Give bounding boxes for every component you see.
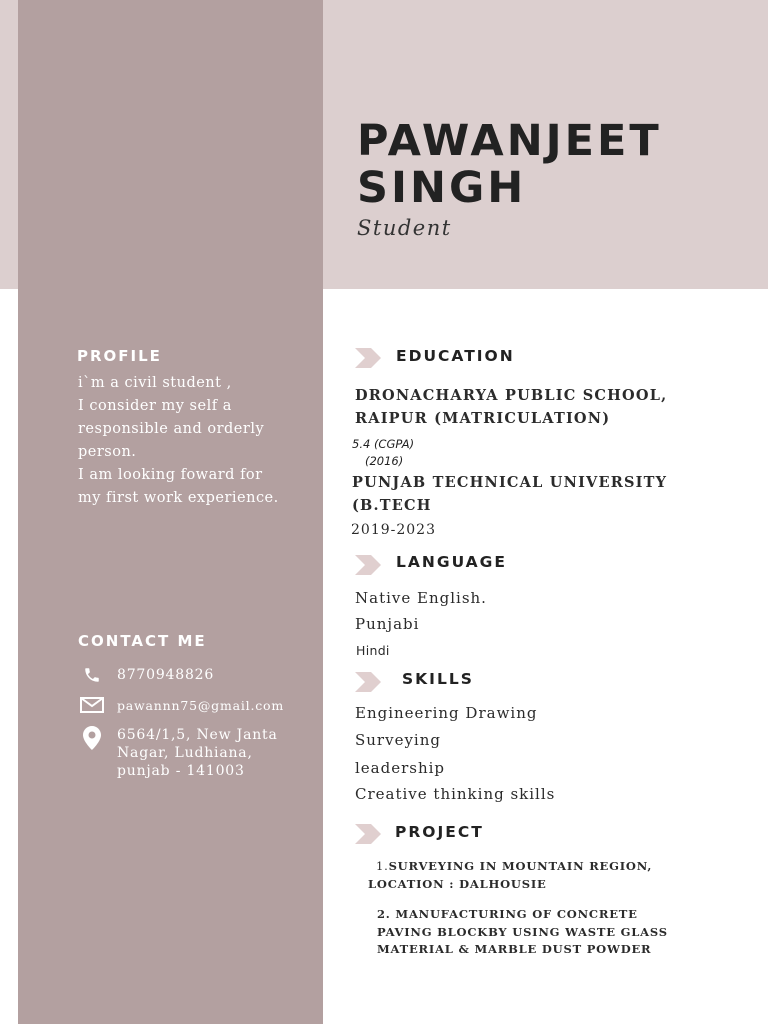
contact-phone-row	[80, 666, 214, 686]
education-heading: EDUCATION	[396, 347, 515, 365]
contact-heading: CONTACT ME	[78, 632, 207, 650]
contact-email-row	[80, 697, 284, 717]
language-heading: LANGUAGE	[396, 553, 507, 571]
profile-heading: PROFILE	[77, 347, 162, 365]
sidebar-panel	[18, 0, 323, 1024]
project-item-1-location: LOCATION : DALHOUSIE	[368, 876, 547, 891]
language-item: Punjabi	[355, 615, 420, 633]
skill-item: leadership	[355, 759, 446, 777]
education-school-2-years: 2019-2023	[351, 522, 436, 538]
project-chevron-icon	[355, 824, 381, 844]
project-item-2: 2. MANUFACTURING OF CONCRETE PAVING BLOCKBY USING WASTE GLASS MATERIAL & MARBLE DUST POWDER	[377, 907, 668, 956]
skill-item: Engineering Drawing	[355, 704, 538, 722]
location-pin-icon	[80, 726, 104, 750]
language-chevron-icon	[355, 555, 381, 575]
education-chevron-icon	[355, 348, 381, 368]
language-item: Hindi	[356, 643, 390, 658]
project-heading: PROJECT	[395, 823, 484, 841]
project-item-1	[368, 858, 668, 893]
contact-email[interactable]: pawannn75@gmail.com	[117, 698, 285, 713]
education-school-1: DRONACHARYA PUBLIC SCHOOL, RAIPUR (MATRICULATION)	[355, 387, 668, 427]
contact-address: 6564/1,5, New Janta Nagar, Ludhiana, punjab - 141003	[117, 727, 278, 779]
phone-icon	[80, 666, 104, 686]
education-school-2: PUNJAB TECHNICAL UNIVERSITY (B.TECH	[352, 474, 668, 514]
contact-address-row	[80, 726, 287, 780]
project-item-1-title: SURVEYING IN MOUNTAIN REGION,	[388, 859, 653, 873]
skill-item: Surveying	[355, 731, 441, 749]
education-school-1-year: (2016)	[365, 454, 404, 468]
skills-chevron-icon	[355, 672, 381, 692]
education-school-1-grade: 5.4 (CGPA)	[352, 437, 415, 451]
person-name	[357, 118, 757, 212]
person-role: Student	[357, 216, 452, 240]
name-line-1: PAWANJEET	[357, 116, 662, 166]
profile-text: i`m a civil student , I consider my self a responsible and orderly person. I am looking foward for my first work experience.	[78, 375, 279, 506]
language-item: Native English.	[355, 589, 487, 607]
project-item-1-number: 1.	[376, 859, 389, 873]
name-line-2: SINGH	[357, 163, 527, 213]
skill-item: Creative thinking skills	[355, 785, 556, 803]
envelope-icon	[80, 697, 104, 717]
contact-phone: 8770948826	[117, 667, 215, 683]
skills-heading: SKILLS	[402, 670, 474, 688]
